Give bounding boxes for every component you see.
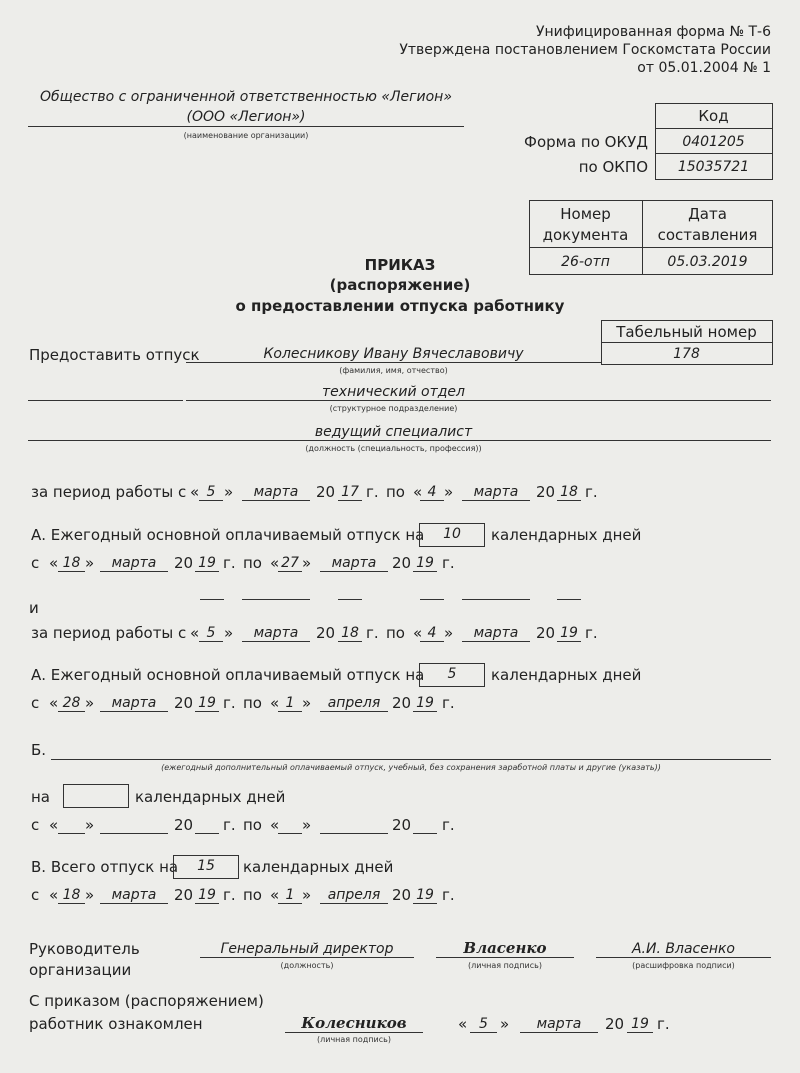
doc-table-divider [529, 247, 772, 248]
days-label: календарных дней [491, 666, 642, 684]
codes-header: Код [698, 107, 729, 125]
section-b-line [51, 759, 771, 760]
tab-number-divider [601, 342, 772, 343]
okpo-value: 15035721 [677, 159, 750, 175]
days-label: календарных дней [243, 858, 394, 876]
ack-signature-caption: (личная подпись) [317, 1035, 391, 1044]
annual-2-to-year: 19 [416, 695, 434, 711]
annual-1-from-year: 19 [198, 555, 216, 571]
period-label: за период работы с [31, 624, 187, 642]
position: ведущий специалист [314, 424, 473, 440]
to-label: по [243, 816, 262, 834]
to-label: по [386, 483, 405, 501]
total-to-month: апреля [327, 887, 381, 903]
total-leave-label: В. Всего отпуск на [31, 858, 179, 876]
on-label: на [31, 788, 50, 806]
year-suffix: г. [585, 483, 598, 501]
year-suffix: г. [366, 483, 379, 501]
ack-month: марта [536, 1016, 582, 1032]
grant-leave-label: Предоставить отпуск [29, 346, 200, 364]
period-2-to-year: 19 [560, 625, 578, 641]
annual-leave-label: А. Ежегодный основной оплачиваемый отпуск на [31, 666, 425, 684]
head-decoded-name: А.И. Власенко [631, 941, 736, 957]
year-prefix: 20 [392, 694, 412, 712]
year-prefix: 20 [316, 483, 336, 501]
quote-close: » [302, 554, 312, 572]
doc-date: 05.03.2019 [667, 254, 748, 270]
period-2-to-day: 4 [427, 625, 437, 641]
annual-1-to-year: 19 [416, 555, 434, 571]
period-1-to-day: 4 [427, 484, 437, 500]
quote-close: » [302, 816, 312, 834]
employee-name: Колесникову Ивану Вячеславовичу [263, 346, 524, 362]
department-line [28, 400, 183, 401]
month-line [100, 833, 168, 834]
blank-line [338, 599, 362, 600]
form-approval-line: Утверждена постановлением Госкомстата России [399, 42, 771, 58]
title-order: ПРИКАЗ [364, 256, 436, 274]
year-suffix: г. [223, 694, 236, 712]
to-label: по [243, 886, 262, 904]
quote-open: « [270, 886, 280, 904]
title-directive: (распоряжение) [329, 276, 471, 294]
blank-line [420, 599, 444, 600]
annual-2-to-day: 1 [285, 695, 295, 711]
annual-2-days: 5 [447, 666, 457, 682]
blank-line [462, 599, 530, 600]
quote-open: « [49, 886, 59, 904]
quote-open: « [270, 554, 280, 572]
section-b-caption: (ежегодный дополнительный оплачиваемый отпуск, учебный, без сохранения заработной платы и другие (указать)) [161, 763, 661, 772]
annual-1-from-day: 18 [62, 555, 81, 571]
quote-close: » [85, 694, 95, 712]
quote-close: » [302, 886, 312, 904]
ack-signature-line [285, 1032, 423, 1033]
to-label: по [386, 624, 405, 642]
section-b-days-box [63, 784, 129, 808]
year-suffix: г. [223, 816, 236, 834]
doc-number-header: Номер документа [542, 205, 629, 244]
org-short-name: (ООО «Легион») [186, 109, 306, 125]
year-suffix: г. [657, 1015, 670, 1033]
quote-open: « [270, 694, 280, 712]
from-label: с [31, 694, 40, 712]
annual-2-to-month: апреля [327, 695, 381, 711]
annual-1-from-month: марта [111, 555, 157, 571]
org-caption: (наименование организации) [183, 131, 309, 140]
form-code-line: Унифицированная форма № Т-6 [535, 24, 771, 40]
department-caption: (структурное подразделение) [329, 404, 458, 413]
year-prefix: 20 [174, 554, 194, 572]
annual-2-from-year: 19 [198, 695, 216, 711]
org-name-line [28, 126, 464, 127]
year-prefix: 20 [174, 694, 194, 712]
annual-1-days: 10 [443, 526, 461, 542]
quote-open: « [458, 1015, 468, 1033]
tab-number-header: Табельный номер [616, 323, 757, 341]
quote-open: « [49, 554, 59, 572]
total-to-year: 19 [416, 887, 434, 903]
quote-close: » [85, 816, 95, 834]
quote-open: « [413, 483, 423, 501]
annual-leave-label: А. Ежегодный основной оплачиваемый отпуск на [31, 526, 425, 544]
from-label: с [31, 554, 40, 572]
quote-close: » [302, 694, 312, 712]
period-label: за период работы с [31, 483, 187, 501]
days-label: календарных дней [135, 788, 286, 806]
year-line [195, 833, 219, 834]
annual-1-to-day: 27 [281, 555, 299, 571]
period-2-from-year: 18 [341, 625, 359, 641]
head-signature: Власенко [463, 939, 547, 957]
year-suffix: г. [585, 624, 598, 642]
form-approval-date: от 05.01.2004 № 1 [637, 60, 771, 76]
ack-day: 5 [479, 1016, 488, 1032]
name-caption: (фамилия, имя, отчество) [339, 366, 448, 375]
year-prefix: 20 [605, 1015, 625, 1033]
period-1-from-day: 5 [206, 484, 216, 500]
year-prefix: 20 [174, 816, 194, 834]
doc-number: 26-отп [561, 254, 610, 270]
quote-close: » [85, 554, 95, 572]
annual-2-from-day: 28 [62, 695, 81, 711]
quote-open: « [49, 816, 59, 834]
quote-close: » [224, 624, 234, 642]
section-b-label: Б. [31, 741, 47, 759]
blank-line [242, 599, 310, 600]
quote-close: » [224, 483, 234, 501]
year-line [413, 833, 437, 834]
ack-year: 19 [631, 1016, 649, 1032]
period-1-to-month: марта [473, 484, 519, 500]
day-line [278, 833, 302, 834]
year-prefix: 20 [536, 483, 556, 501]
from-label: с [31, 886, 40, 904]
head-label: Руководитель [29, 940, 140, 958]
year-suffix: г. [366, 624, 379, 642]
quote-close: » [444, 624, 454, 642]
okud-value: 0401205 [682, 134, 745, 150]
ack-label: С приказом (распоряжением) [29, 992, 264, 1010]
position-caption: (должность (специальность, профессия)) [305, 444, 482, 453]
year-prefix: 20 [536, 624, 556, 642]
from-label: с [31, 816, 40, 834]
okud-label: Форма по ОКУД [524, 133, 648, 151]
quote-open: « [190, 624, 200, 642]
quote-open: « [413, 624, 423, 642]
year-prefix: 20 [174, 886, 194, 904]
total-to-day: 1 [285, 887, 295, 903]
ack-label-2: работник ознакомлен [29, 1015, 203, 1033]
ack-signature: Колесников [301, 1014, 407, 1032]
head-position-caption: (должность) [280, 961, 334, 970]
year-suffix: г. [442, 886, 455, 904]
department: технический отдел [322, 384, 465, 400]
period-2-to-month: марта [473, 625, 519, 641]
blank-line [557, 599, 581, 600]
days-label: календарных дней [491, 526, 642, 544]
period-1-to-year: 18 [560, 484, 578, 500]
year-suffix: г. [223, 886, 236, 904]
tab-number-value: 178 [673, 346, 700, 362]
annual-2-from-month: марта [111, 695, 157, 711]
title-subject: о предоставлении отпуска работнику [235, 297, 565, 315]
head-position: Генеральный директор [220, 941, 394, 957]
blank-line [200, 599, 224, 600]
day-line [58, 833, 85, 834]
codes-divider [655, 128, 772, 129]
year-suffix: г. [442, 816, 455, 834]
quote-close: » [444, 483, 454, 501]
total-from-year: 19 [198, 887, 216, 903]
quote-close: » [500, 1015, 510, 1033]
total-from-month: марта [111, 887, 157, 903]
year-prefix: 20 [316, 624, 336, 642]
doc-date-header: Дата составления [657, 205, 758, 244]
period-2-from-day: 5 [206, 625, 216, 641]
codes-divider [655, 153, 772, 154]
quote-open: « [190, 483, 200, 501]
quote-open: « [49, 694, 59, 712]
head-label-org: организации [29, 961, 132, 979]
period-2-from-month: марта [253, 625, 299, 641]
and-label: и [29, 599, 39, 617]
period-1-from-month: марта [253, 484, 299, 500]
period-1-from-year: 17 [341, 484, 359, 500]
okpo-label: по ОКПО [578, 158, 648, 176]
total-from-day: 18 [62, 887, 81, 903]
year-prefix: 20 [392, 816, 412, 834]
total-days: 15 [197, 858, 215, 874]
year-suffix: г. [442, 694, 455, 712]
year-prefix: 20 [392, 886, 412, 904]
org-name: Общество с ограниченной ответственностью «Легион» [40, 89, 452, 105]
month-line [320, 833, 388, 834]
quote-close: » [85, 886, 95, 904]
year-suffix: г. [223, 554, 236, 572]
annual-1-to-month: марта [331, 555, 377, 571]
to-label: по [243, 694, 262, 712]
year-prefix: 20 [392, 554, 412, 572]
quote-open: « [270, 816, 280, 834]
to-label: по [243, 554, 262, 572]
head-signature-line [436, 957, 574, 958]
head-decoded-caption: (расшифровка подписи) [632, 961, 735, 970]
head-signature-caption: (личная подпись) [468, 961, 542, 970]
year-suffix: г. [442, 554, 455, 572]
